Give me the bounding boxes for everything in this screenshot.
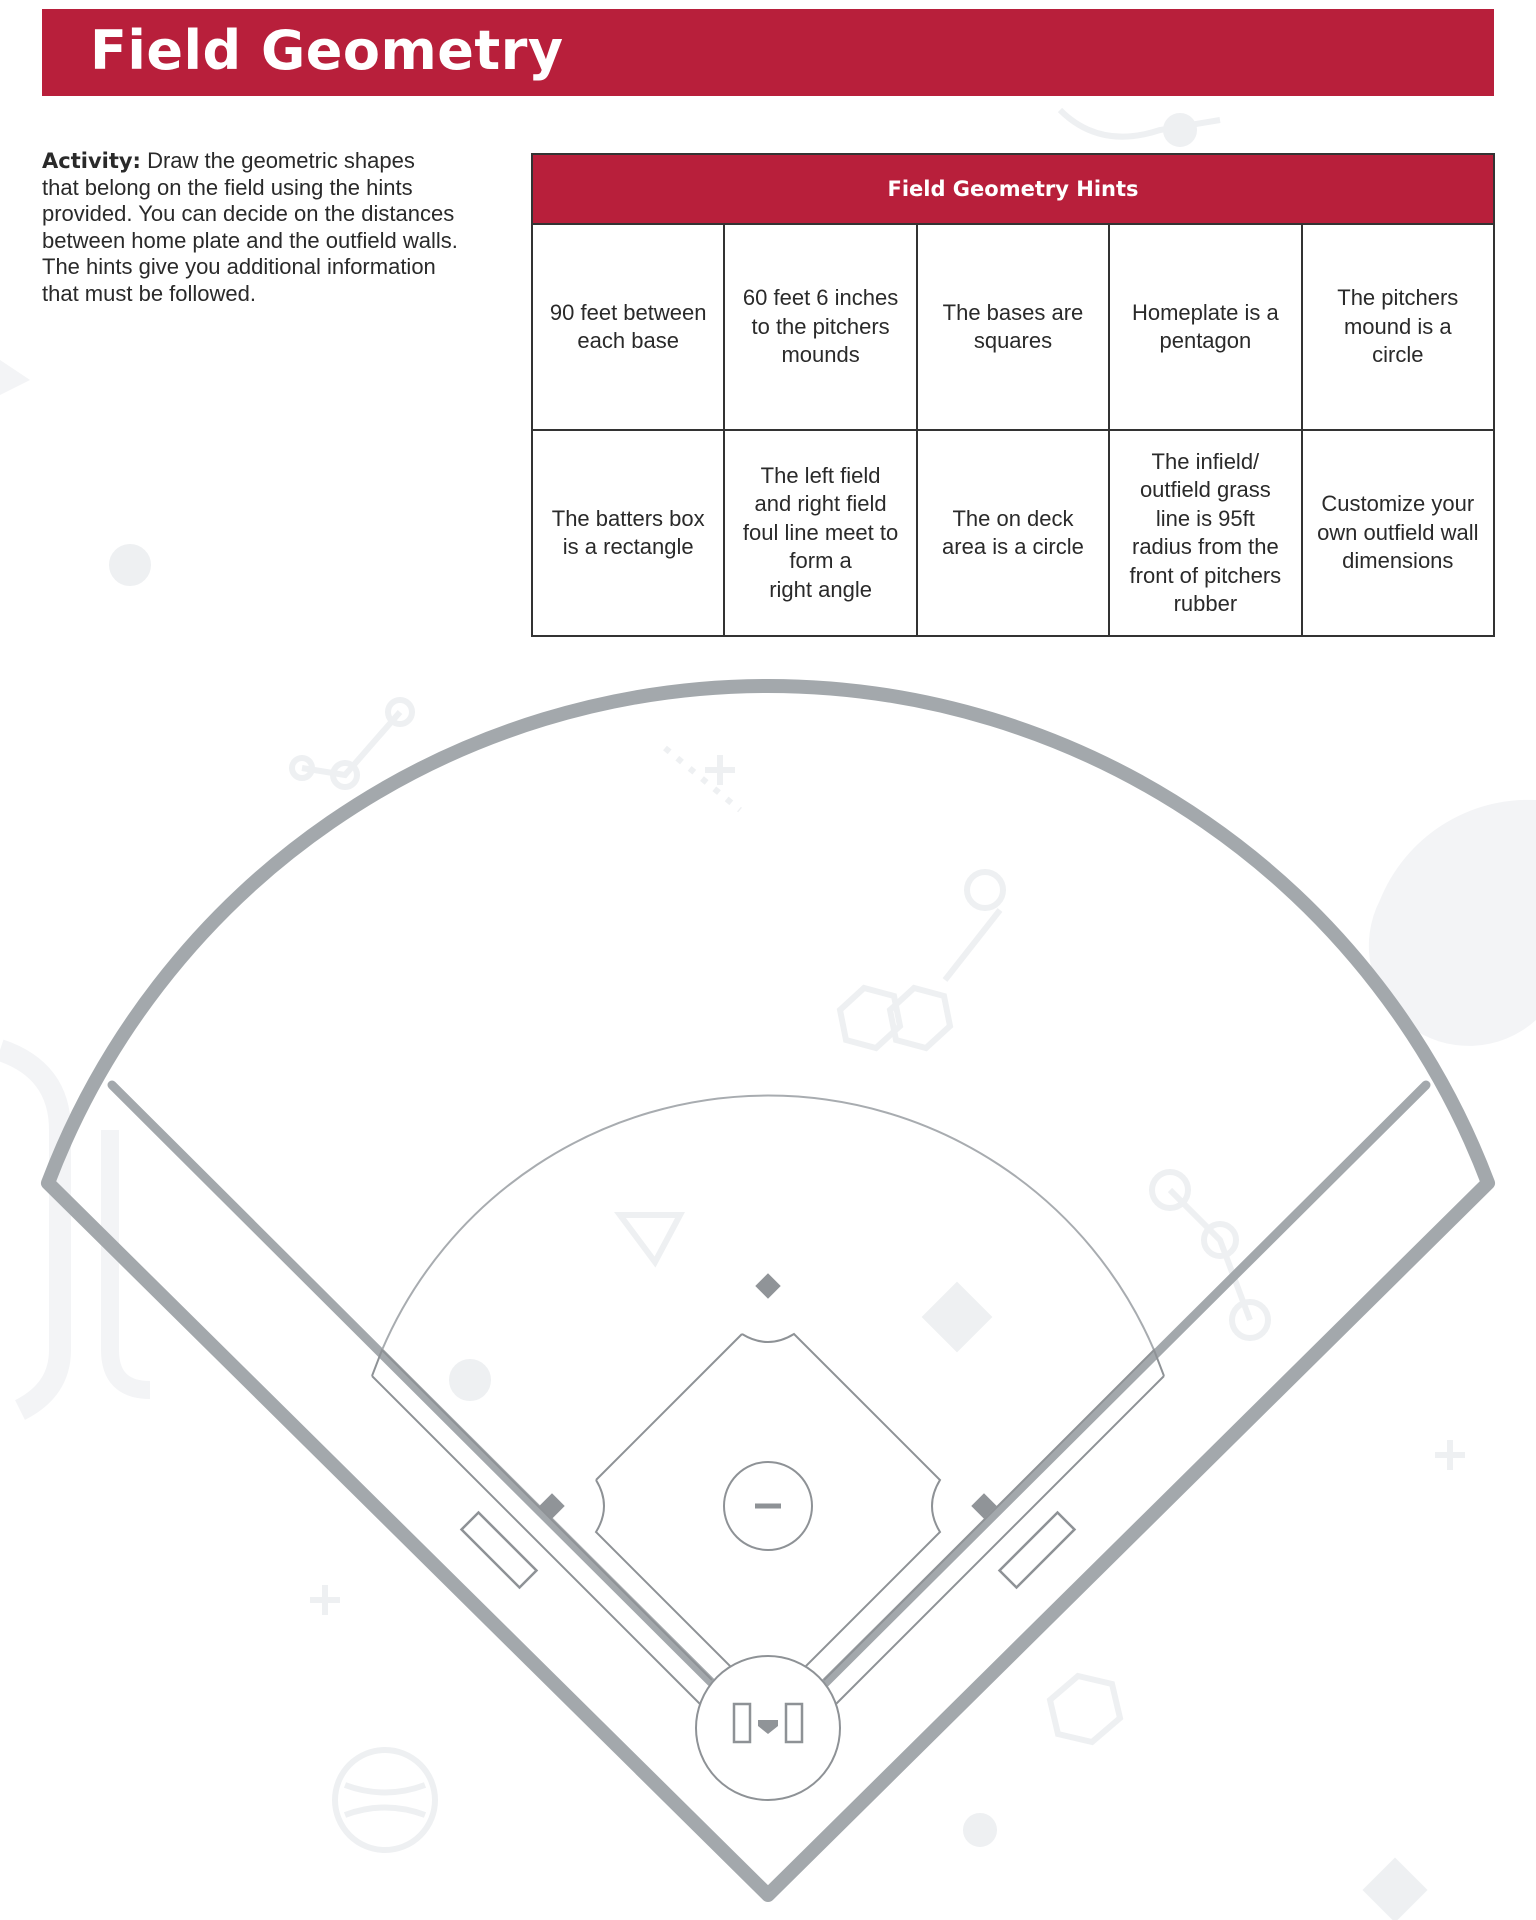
activity-line: The hints give you additional information: [42, 254, 436, 279]
hint-line: dimensions: [1342, 548, 1454, 574]
hint-line: own outfield wall: [1317, 519, 1479, 545]
hint-line: The on deck: [952, 505, 1074, 531]
second-base: [755, 1273, 780, 1298]
left-foul-line: [112, 1085, 735, 1706]
hint-line: Homeplate is a: [1131, 299, 1279, 325]
page-title: Field Geometry: [90, 19, 564, 82]
hint-line: Customize your: [1321, 491, 1475, 517]
hint-line: outfield grass: [1139, 477, 1271, 502]
hint-line: each base: [577, 328, 679, 353]
hint-line: is a rectangle: [562, 534, 694, 559]
hint-line: The infield/: [1151, 448, 1260, 474]
hint-line: mounds: [781, 342, 860, 368]
right-foul-line: [802, 1085, 1426, 1706]
hint-line: form a: [789, 548, 852, 574]
batters-box-left: [734, 1704, 750, 1742]
hint-line: foul line meet to: [742, 519, 899, 545]
hint-line: The batters box: [551, 505, 705, 531]
hint-line: pentagon: [1159, 328, 1252, 353]
activity-line: provided. You can decide on the distances: [42, 201, 455, 226]
activity-line: that belong on the field using the hints: [42, 174, 413, 200]
infield-grass-arc: [382, 1096, 1154, 1350]
foul-lines: [112, 1085, 1426, 1706]
dugout-left: [462, 1513, 537, 1588]
hint-line: The bases are: [942, 299, 1084, 325]
hint-line: 90 feet between: [549, 299, 707, 325]
hint-line: line is 95ft: [1155, 505, 1255, 531]
hint-line: and right field: [754, 491, 887, 517]
hint-line: rubber: [1173, 591, 1238, 616]
hint-line: The pitchers: [1337, 285, 1459, 311]
hint-line: The left field: [760, 462, 881, 488]
hints-table-title: Field Geometry Hints: [532, 154, 1494, 224]
activity-line: Draw the geometric shapes: [147, 148, 415, 173]
activity-label: Activity:: [42, 149, 141, 173]
hint-line: area is a circle: [942, 534, 1084, 559]
hint-line: 60 feet 6 inches: [742, 285, 899, 311]
batters-box-right: [786, 1704, 802, 1742]
hint-line: front of pitchers: [1129, 562, 1282, 588]
hint-line: radius from the: [1132, 534, 1279, 559]
hint-line: right angle: [769, 576, 872, 602]
dugout-right: [1000, 1513, 1075, 1588]
activity-line: that must be followed.: [42, 280, 257, 306]
activity-line: between home plate and the outfield walls.: [42, 227, 458, 253]
hint-line: mound is a: [1343, 313, 1452, 339]
hint-line: to the pitchers: [751, 313, 890, 339]
hint-line: squares: [973, 328, 1053, 353]
hint-line: circle: [1372, 342, 1424, 368]
